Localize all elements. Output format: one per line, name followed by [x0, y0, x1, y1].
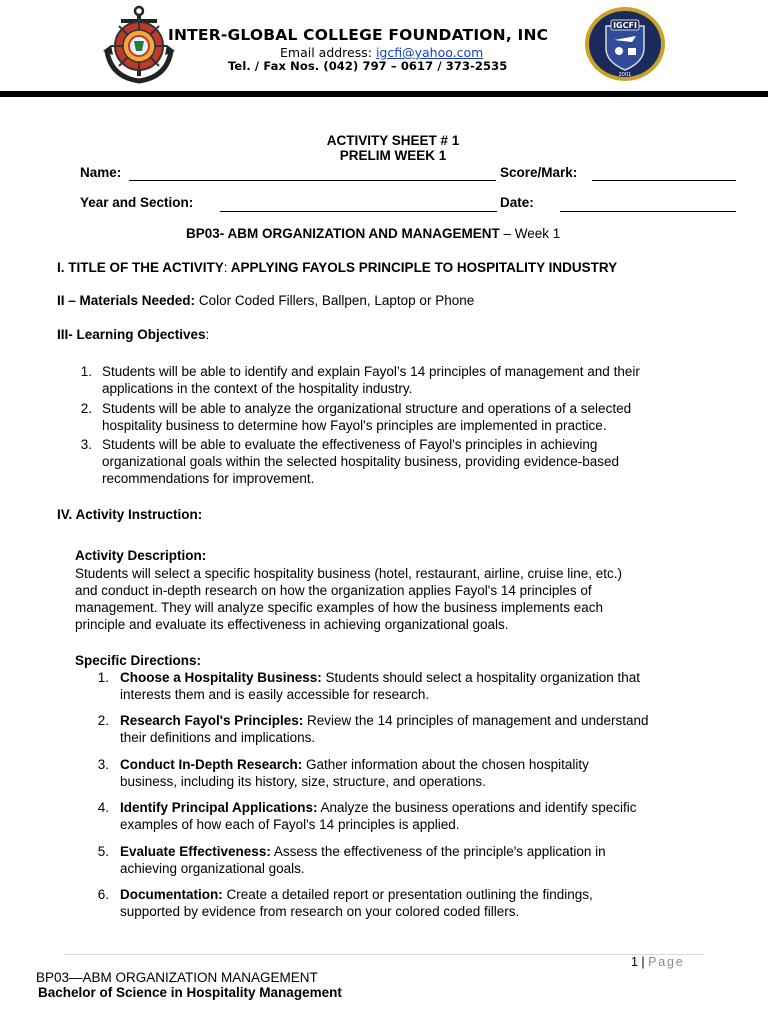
year-section-label: Year and Section:: [80, 195, 194, 210]
footer-rule: [64, 954, 704, 955]
direction-text: examples of how each of Fayol's 14 principles is applied.: [120, 817, 460, 832]
email-link[interactable]: igcfi@yahoo.com: [375, 45, 484, 60]
objective-text: recommendations for improvement.: [102, 471, 315, 486]
direction-text: their definitions and implications.: [120, 730, 316, 745]
section-instruction-heading: IV. Activity Instruction:: [57, 507, 203, 522]
course-title: BP03- ABM ORGANIZATION AND MANAGEMENT: [186, 226, 500, 241]
section-3-colon: :: [205, 327, 210, 342]
direction-title: Evaluate Effectiveness:: [120, 844, 271, 859]
description-line: management. They will analyze specific examples of how the business implements each: [75, 600, 604, 615]
direction-title: Choose a Hospitality Business:: [120, 670, 322, 685]
page-word: Page: [648, 955, 685, 969]
direction-number: 5.: [97, 844, 109, 859]
objective-text: Students will be able to analyze the organizational structure and operations of a selected: [102, 401, 632, 416]
name-field[interactable]: [129, 180, 496, 181]
description-line: and conduct in-depth research on how the organization applies Fayol's 14 principles of: [75, 583, 592, 598]
section-1-title: APPLYING FAYOLS PRINCIPLE TO HOSPITALITY INDUSTRY: [227, 260, 618, 275]
description-line: principle and evaluate its effectiveness in achieving organizational goals.: [75, 617, 509, 632]
direction-text: Assess the effectiveness of the principle's application in: [270, 844, 606, 859]
direction-text: Analyze the business operations and identify specific: [317, 800, 637, 815]
phone-numbers: Tel. / Fax Nos. (042) 797 – 0617 / 373-2535: [228, 59, 508, 73]
section-1-label: I. TITLE OF THE ACTIVITY: [57, 260, 224, 275]
section-materials: [57, 292, 474, 309]
page-number-value: 1: [631, 955, 638, 969]
date-field[interactable]: [560, 211, 736, 212]
objective-text: Students will be able to identify and explain Fayol’s 14 principles of management and their: [102, 364, 640, 379]
activity-sheet-title: ACTIVITY SHEET # 1: [326, 133, 460, 148]
objective-text: organizational goals within the selected hospitality business, providing evidence-based: [102, 454, 620, 469]
activity-sheet-subtitle: PRELIM WEEK 1: [339, 148, 447, 163]
footer-program: Bachelor of Science in Hospitality Management: [38, 985, 342, 1000]
score-field[interactable]: [592, 180, 736, 181]
direction-text: business, including its history, size, structure, and operations.: [120, 774, 486, 789]
course-week: – Week 1: [499, 226, 561, 241]
header-rule: [0, 91, 768, 97]
name-label: Name:: [80, 165, 122, 180]
college-seal-logo: [103, 3, 175, 85]
igcfi-shield-logo: [584, 6, 666, 82]
objective-number: 2.: [80, 401, 92, 416]
page-number: [631, 955, 685, 969]
section-2-text: Color Coded Fillers, Ballpen, Laptop or Phone: [195, 293, 475, 308]
objective-number: 3.: [80, 437, 92, 452]
section-3-label: III- Learning Objectives: [57, 327, 206, 342]
direction-text: achieving organizational goals.: [120, 861, 305, 876]
objective-number: 1.: [80, 364, 92, 379]
direction-number: 2.: [97, 713, 109, 728]
direction-number: 3.: [97, 757, 109, 772]
college-name: INTER-GLOBAL COLLEGE FOUNDATION, INC: [168, 26, 549, 44]
direction-title: Conduct In-Depth Research:: [120, 757, 303, 772]
direction-text: Students should select a hospitality organization that: [321, 670, 640, 685]
direction-text: Create a detailed report or presentation outlining the findings,: [222, 887, 593, 902]
direction-text: supported by evidence from research on your colored coded fillers.: [120, 904, 520, 919]
direction-number: 1.: [97, 670, 109, 685]
activity-description: [75, 565, 622, 633]
logo-year: 2001: [618, 72, 632, 78]
objective-text: hospitality business to determine how Fayol's principles are implemented in practice.: [102, 418, 607, 433]
direction-title: Identify Principal Applications:: [120, 800, 318, 815]
direction-number: 4.: [97, 800, 109, 815]
objective-text: applications in the context of the hospitality industry.: [102, 381, 413, 396]
section-title-activity: [57, 259, 617, 276]
year-section-field[interactable]: [220, 211, 497, 212]
description-line: Students will select a specific hospitality business (hotel, restaurant, airline, cruise line, etc.): [75, 566, 623, 581]
footer-course: BP03—ABM ORGANIZATION MANAGEMENT: [36, 970, 318, 985]
email-line: [280, 45, 483, 60]
direction-title: Research Fayol's Principles:: [120, 713, 304, 728]
specific-directions-heading: Specific Directions:: [75, 653, 202, 668]
logo-text: IGCFI: [613, 21, 637, 30]
direction-title: Documentation:: [120, 887, 223, 902]
email-label: Email address:: [280, 45, 376, 60]
direction-text: Gather information about the chosen hospitality: [302, 757, 589, 772]
direction-text: interests them and is easily accessible for research.: [120, 687, 430, 702]
section-2-label: II – Materials Needed:: [57, 293, 196, 308]
section-objectives-heading: [57, 326, 209, 343]
activity-description-heading: Activity Description:: [75, 548, 207, 563]
direction-text: Review the 14 principles of management and understand: [303, 713, 649, 728]
direction-number: 6.: [97, 887, 109, 902]
section-1-colon: :: [223, 260, 228, 275]
date-label: Date:: [500, 195, 534, 210]
course-heading: [186, 225, 560, 242]
objective-text: Students will be able to evaluate the effectiveness of Fayol's principles in achieving: [102, 437, 598, 452]
page-separator: |: [637, 955, 649, 969]
score-label: Score/Mark:: [500, 165, 578, 180]
